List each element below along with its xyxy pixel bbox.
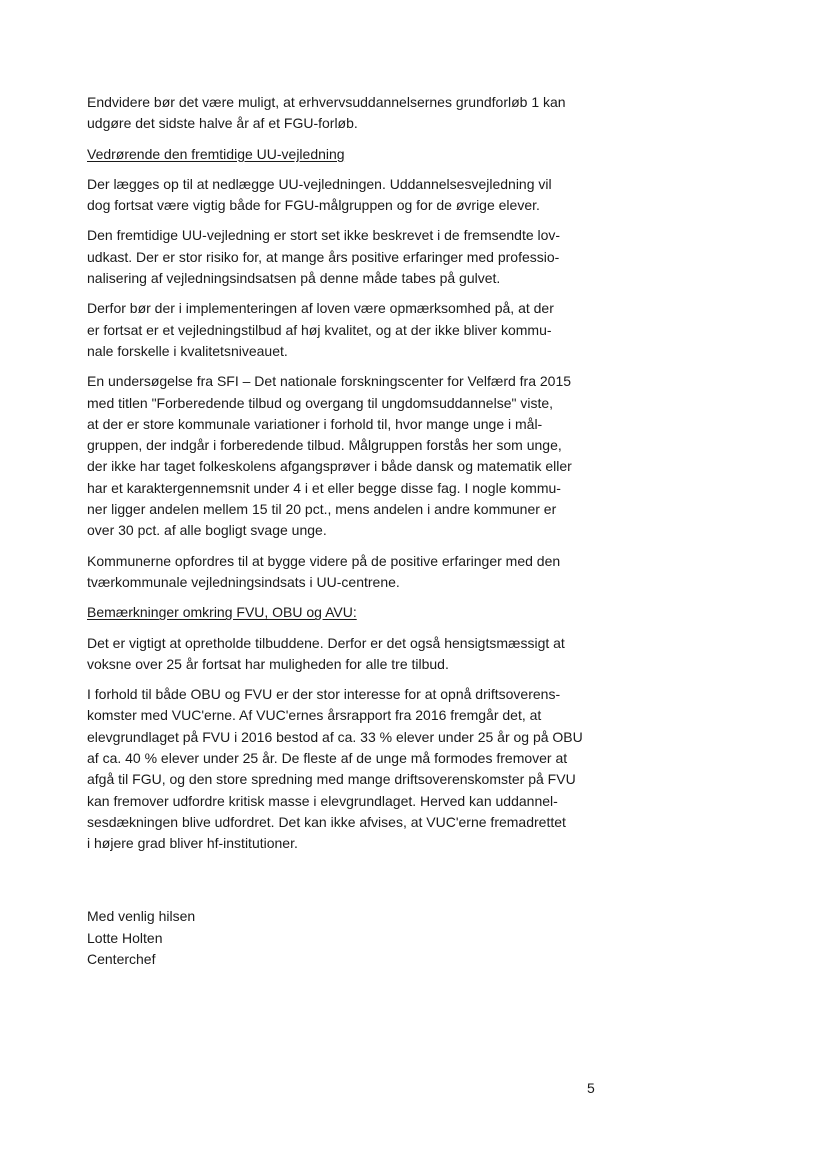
paragraph-line: har et karaktergennemsnit under 4 i et eller begge disse fag. I nogle kommu- — [87, 479, 561, 496]
paragraph — [87, 174, 607, 217]
paragraph-line: Den fremtidige UU-vejledning er stort set ikke beskrevet i de fremsendte lov- — [87, 227, 561, 244]
paragraph — [87, 684, 607, 854]
paragraph-line: nale forskelle i kvalitetsniveauet. — [87, 342, 288, 359]
paragraph — [87, 298, 607, 362]
section-heading: Bemærkninger omkring FVU, OBU og AVU: — [87, 604, 357, 621]
paragraph-line: at der er store kommunale variationer i forhold til, hvor mange unge i mål- — [87, 415, 543, 432]
signature-closing: Med venlig hilsen — [87, 908, 196, 924]
paragraph-line: kan fremover udfordre kritisk masse i elevgrundlaget. Herved kan uddannel- — [87, 792, 558, 809]
paragraph-line: Derfor bør der i implementeringen af loven være opmærksomhed på, at der — [87, 300, 554, 317]
paragraph-line: tværkommunale vejledningsindsats i UU-centrene. — [87, 573, 400, 590]
paragraph-line: Kommunerne opfordres til at bygge videre på de positive erfaringer med den — [87, 552, 561, 569]
signature-title: Centerchef — [87, 951, 156, 967]
signature-block — [87, 906, 195, 971]
paragraph-line: gruppen, der indgår i forberedende tilbud. Målgruppen forstås her som unge, — [87, 437, 562, 454]
page-number: 5 — [587, 1080, 595, 1096]
document-body — [87, 92, 607, 864]
paragraph-line: der ikke har taget folkeskolens afgangsprøver i både dansk og matematik eller — [87, 458, 572, 475]
paragraph — [87, 225, 607, 289]
paragraph-line: voksne over 25 år fortsat har muligheden for alle tre tilbud. — [87, 655, 449, 672]
paragraph-line: udkast. Der er stor risiko for, at mange års positive erfaringer med professio- — [87, 248, 560, 265]
paragraph-line: komster med VUC'erne. Af VUC'ernes årsrapport fra 2016 fremgår det, at — [87, 707, 542, 724]
paragraph — [87, 371, 607, 541]
paragraph-line: elevgrundlaget på FVU i 2016 bestod af ca. 33 % elever under 25 år og på OBU — [87, 728, 583, 745]
paragraph-line: sesdækningen blive udfordret. Det kan ikke afvises, at VUC'erne fremadrettet — [87, 813, 566, 830]
paragraph-line: Der lægges op til at nedlægge UU-vejledningen. Uddannelsesvejledning vil — [87, 175, 552, 192]
paragraph-line: afgå til FGU, og den store spredning med mange driftsoverenskomster på FVU — [87, 771, 576, 788]
paragraph-line: dog fortsat være vigtig både for FGU-målgruppen og for de øvrige elever. — [87, 197, 540, 214]
paragraph — [87, 92, 607, 135]
paragraph-line: over 30 pct. af alle bogligt svage unge. — [87, 522, 327, 539]
paragraph-line: I forhold til både OBU og FVU er der stor interesse for at opnå driftsoverens- — [87, 686, 561, 703]
paragraph-line: Endvidere bør det være muligt, at erhvervsuddannelsernes grundforløb 1 kan — [87, 94, 566, 110]
paragraph-line: med titlen "Forberedende tilbud og overgang til ungdomsuddannelse" viste, — [87, 394, 554, 411]
paragraph-line: Det er vigtigt at opretholde tilbuddene. Derfor er det også hensigtsmæssigt at — [87, 634, 565, 651]
paragraph-line: nalisering af vejledningsindsatsen på denne måde tabes på gulvet. — [87, 270, 501, 287]
paragraph-line: af ca. 40 % elever under 25 år. De fleste af de unge må formodes fremover at — [87, 750, 568, 767]
paragraph — [87, 551, 607, 594]
paragraph-line: i højere grad bliver hf-institutioner. — [87, 835, 298, 852]
paragraph-line: er fortsat er et vejledningstilbud af høj kvalitet, og at der ikke bliver kommu- — [87, 321, 552, 338]
paragraph-line: ner ligger andelen mellem 15 til 20 pct., mens andelen i andre kommuner er — [87, 501, 557, 518]
signature-name: Lotte Holten — [87, 929, 163, 946]
paragraph — [87, 633, 607, 676]
paragraph-line: En undersøgelse fra SFI – Det nationale forskningscenter for Velfærd fra 2015 — [87, 373, 572, 390]
section-heading: Vedrørende den fremtidige UU-vejledning — [87, 145, 345, 162]
paragraph-line: udgøre det sidste halve år af et FGU-forløb. — [87, 115, 358, 132]
